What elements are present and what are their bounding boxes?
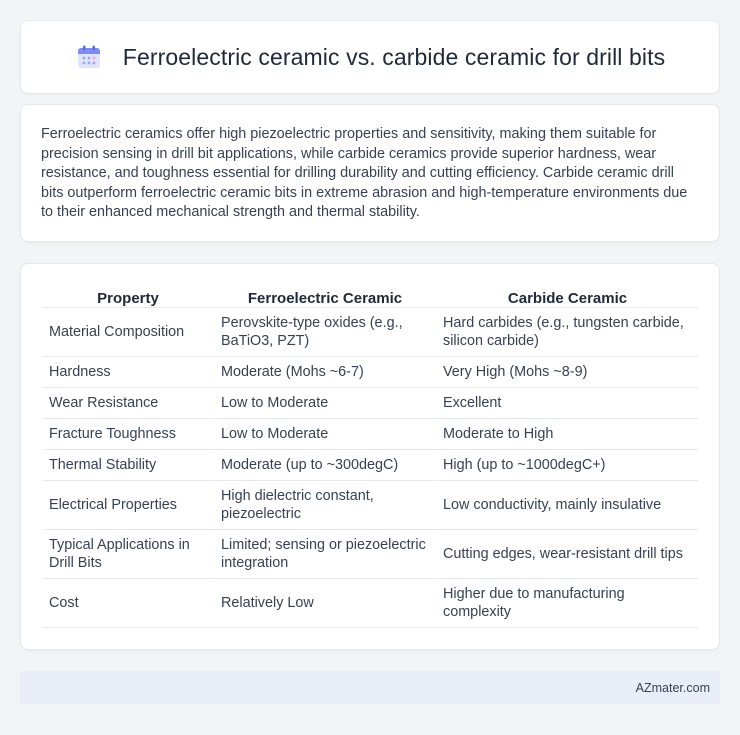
- row-property: Thermal Stability: [43, 450, 213, 481]
- row-property: Wear Resistance: [43, 388, 213, 419]
- intro-paragraph: Ferroelectric ceramics offer high piezoelectric properties and sensitivity, making them suitable for precision sensing in drill bit applications, while carbide ceramics provide superior hardness, wear resistance, and toughness essential for drilling durability and cutting efficiency. Carbide ceramic drill bits outperform ferroelectric ceramic bits in extreme abrasion and high-temperature environments due to their enhanced mechanical strength and thermal stability.: [41, 126, 688, 221]
- table-row: [43, 530, 698, 579]
- row-ferroelectric-value: Limited; sensing or piezoelectric integration: [213, 530, 435, 579]
- footer-bar: [20, 671, 720, 704]
- calendar-grid-icon: [75, 43, 103, 71]
- row-carbide-value: Hard carbides (e.g., tungsten carbide, silicon carbide): [435, 308, 698, 357]
- table-row: [43, 419, 698, 450]
- row-ferroelectric-value: Moderate (Mohs ~6-7): [213, 357, 435, 388]
- row-property: Cost: [43, 579, 213, 628]
- footer-site-link[interactable]: AZmater.com: [635, 680, 710, 695]
- row-property: Material Composition: [43, 308, 213, 357]
- page-title: Ferroelectric ceramic vs. carbide ceramic for drill bits: [122, 43, 666, 70]
- row-property: Electrical Properties: [43, 481, 213, 530]
- row-carbide-value: Low conductivity, mainly insulative: [435, 481, 698, 530]
- row-carbide-value: High (up to ~1000degC+): [435, 450, 698, 481]
- row-carbide-value: Higher due to manufacturing complexity: [435, 579, 698, 628]
- header-carbide: Carbide Ceramic: [435, 284, 698, 308]
- comparison-table: [43, 284, 698, 628]
- row-ferroelectric-value: Relatively Low: [213, 579, 435, 628]
- table-row: [43, 481, 698, 530]
- title-card: [20, 20, 720, 94]
- row-carbide-value: Moderate to High: [435, 419, 698, 450]
- header-property: Property: [43, 284, 213, 308]
- table-row: [43, 388, 698, 419]
- row-property: Fracture Toughness: [43, 419, 213, 450]
- row-property: Typical Applications in Drill Bits: [43, 530, 213, 579]
- intro-card: [20, 104, 720, 242]
- row-ferroelectric-value: High dielectric constant, piezoelectric: [213, 481, 435, 530]
- table-row: [43, 450, 698, 481]
- table-header-row: [43, 284, 698, 308]
- row-property: Hardness: [43, 357, 213, 388]
- row-carbide-value: Cutting edges, wear-resistant drill tips: [435, 530, 698, 579]
- row-carbide-value: Very High (Mohs ~8-9): [435, 357, 698, 388]
- header-ferroelectric: Ferroelectric Ceramic: [213, 284, 435, 308]
- comparison-table-card: [20, 263, 720, 650]
- table-row: [43, 357, 698, 388]
- row-carbide-value: Excellent: [435, 388, 698, 419]
- row-ferroelectric-value: Perovskite-type oxides (e.g., BaTiO3, PZT): [213, 308, 435, 357]
- title-row: [75, 43, 665, 71]
- table-row: [43, 579, 698, 628]
- row-ferroelectric-value: Low to Moderate: [213, 419, 435, 450]
- row-ferroelectric-value: Moderate (up to ~300degC): [213, 450, 435, 481]
- table-row: [43, 308, 698, 357]
- row-ferroelectric-value: Low to Moderate: [213, 388, 435, 419]
